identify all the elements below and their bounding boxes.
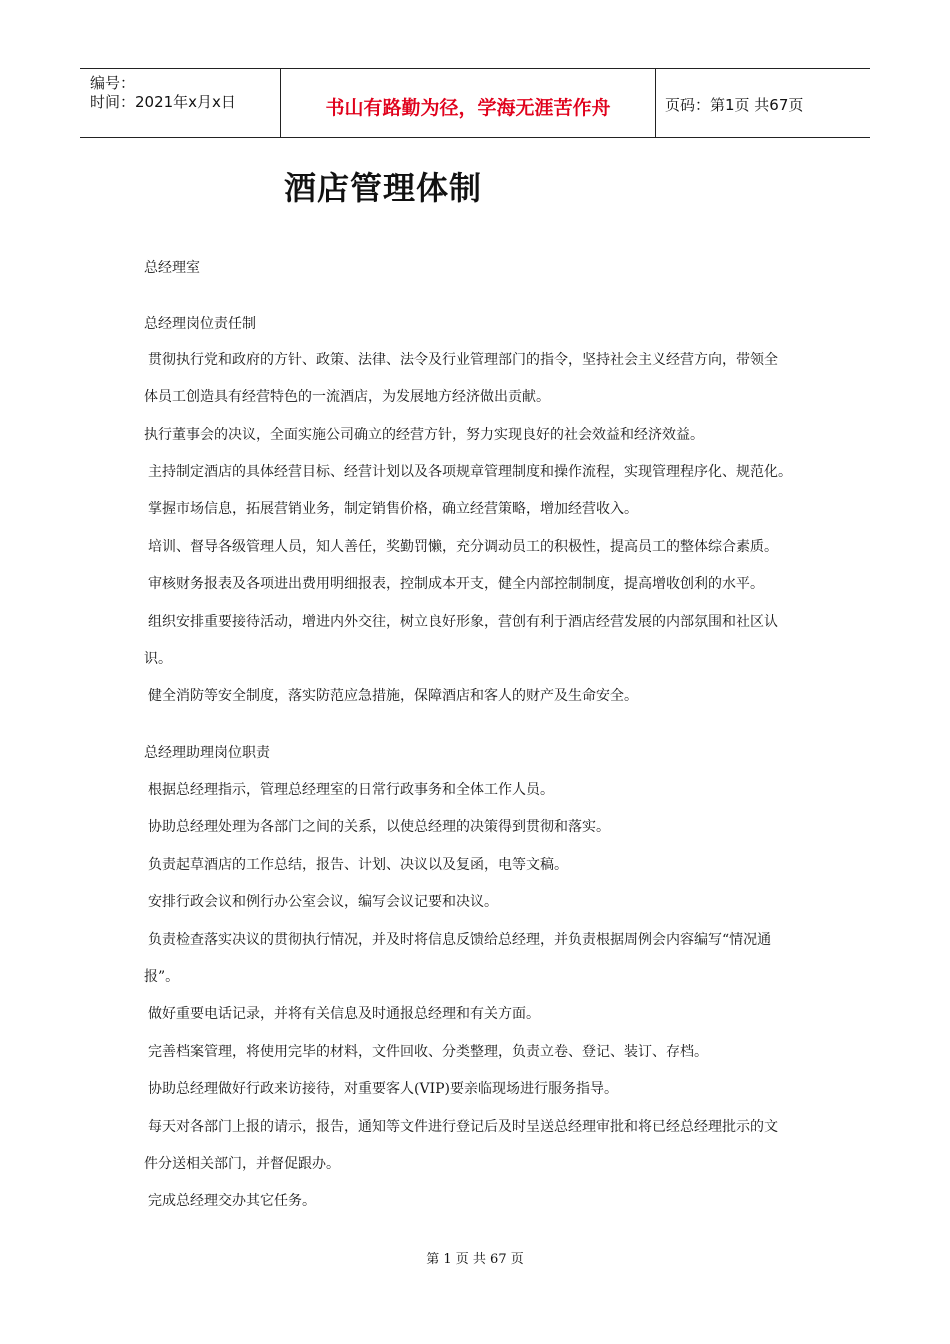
- motto-text: 书山有路勤为径，学海无涯苦作舟: [325, 97, 611, 119]
- paragraph-line: 培训、督导各级管理人员，知人善任，奖勤罚懒，充分调动员工的积极性，提高员工的整体综合素质。: [148, 539, 778, 555]
- paragraph-line: 识。: [144, 651, 172, 667]
- paragraph-line: 审核财务报表及各项进出费用明细报表，控制成本开支，健全内部控制制度，提高增收创利的水平。: [148, 576, 764, 592]
- paragraph-line: 健全消防等安全制度，落实防范应急措施，保障酒店和客人的财产及生命安全。: [148, 688, 638, 704]
- paragraph-line: 做好重要电话记录，并将有关信息及时通报总经理和有关方面。: [148, 1006, 540, 1022]
- header-table: [80, 68, 870, 138]
- paragraph-line: 每天对各部门上报的请示，报告，通知等文件进行登记后及时呈送总经理审批和将已经总经理批示的文: [148, 1119, 778, 1135]
- paragraph-line: 完成总经理交办其它任务。: [148, 1193, 316, 1209]
- section-heading: 总经理室: [144, 260, 200, 276]
- paragraph-line: 贯彻执行党和政府的方针、政策、法律、法令及行业管理部门的指令，坚持社会主义经营方向，带领全: [148, 352, 778, 368]
- section-heading: 总经理助理岗位职责: [144, 745, 270, 761]
- code-label: 编号：: [90, 74, 136, 92]
- paragraph-line: 协助总经理做好行政来访接待，对重要客人(VIP)要亲临现场进行服务指导。: [148, 1081, 618, 1097]
- document-title: 酒店管理体制: [284, 169, 483, 207]
- paragraph-line: 报”。: [144, 969, 180, 985]
- paragraph-line: 组织安排重要接待活动，增进内外交往，树立良好形象，营创有利于酒店经营发展的内部氛围和社区认: [148, 614, 778, 630]
- header-motto-cell: [280, 69, 656, 137]
- page-footer: 第 1 页 共 67 页: [426, 1252, 524, 1267]
- paragraph-line: 执行董事会的决议，全面实施公司确立的经营方针，努力实现良好的社会效益和经济效益。: [144, 427, 704, 443]
- header-page-cell: [655, 69, 870, 137]
- paragraph-line: 掌握市场信息，拓展营销业务，制定销售价格，确立经营策略，增加经营收入。: [148, 501, 638, 517]
- paragraph-line: 件分送相关部门，并督促跟办。: [144, 1156, 340, 1172]
- paragraph-line: 协助总经理处理为各部门之间的关系，以使总经理的决策得到贯彻和落实。: [148, 819, 610, 835]
- header-meta-cell: [80, 69, 280, 137]
- paragraph-line: 负责检查落实决议的贯彻执行情况，并及时将信息反馈给总经理，并负责根据周例会内容编写“情况通: [148, 932, 772, 948]
- page-info: 页码：第1页 共67页: [665, 96, 804, 114]
- paragraph-line: 根据总经理指示，管理总经理室的日常行政事务和全体工作人员。: [148, 782, 554, 798]
- paragraph-line: 主持制定酒店的具体经营目标、经营计划以及各项规章管理制度和操作流程，实现管理程序化、规范化。: [148, 464, 792, 480]
- paragraph-line: 安排行政会议和例行办公室会议，编写会议记要和决议。: [148, 894, 498, 910]
- paragraph-line: 负责起草酒店的工作总结，报告、计划、决议以及复函，电等文稿。: [148, 857, 568, 873]
- date-line: 时间：2021年x月x日: [90, 93, 236, 111]
- paragraph-line: 体员工创造具有经营特色的一流酒店，为发展地方经济做出贡献。: [144, 389, 550, 405]
- section-subheading: 总经理岗位责任制: [144, 316, 256, 332]
- paragraph-line: 完善档案管理，将使用完毕的材料，文件回收、分类整理，负责立卷、登记、装订、存档。: [148, 1044, 708, 1060]
